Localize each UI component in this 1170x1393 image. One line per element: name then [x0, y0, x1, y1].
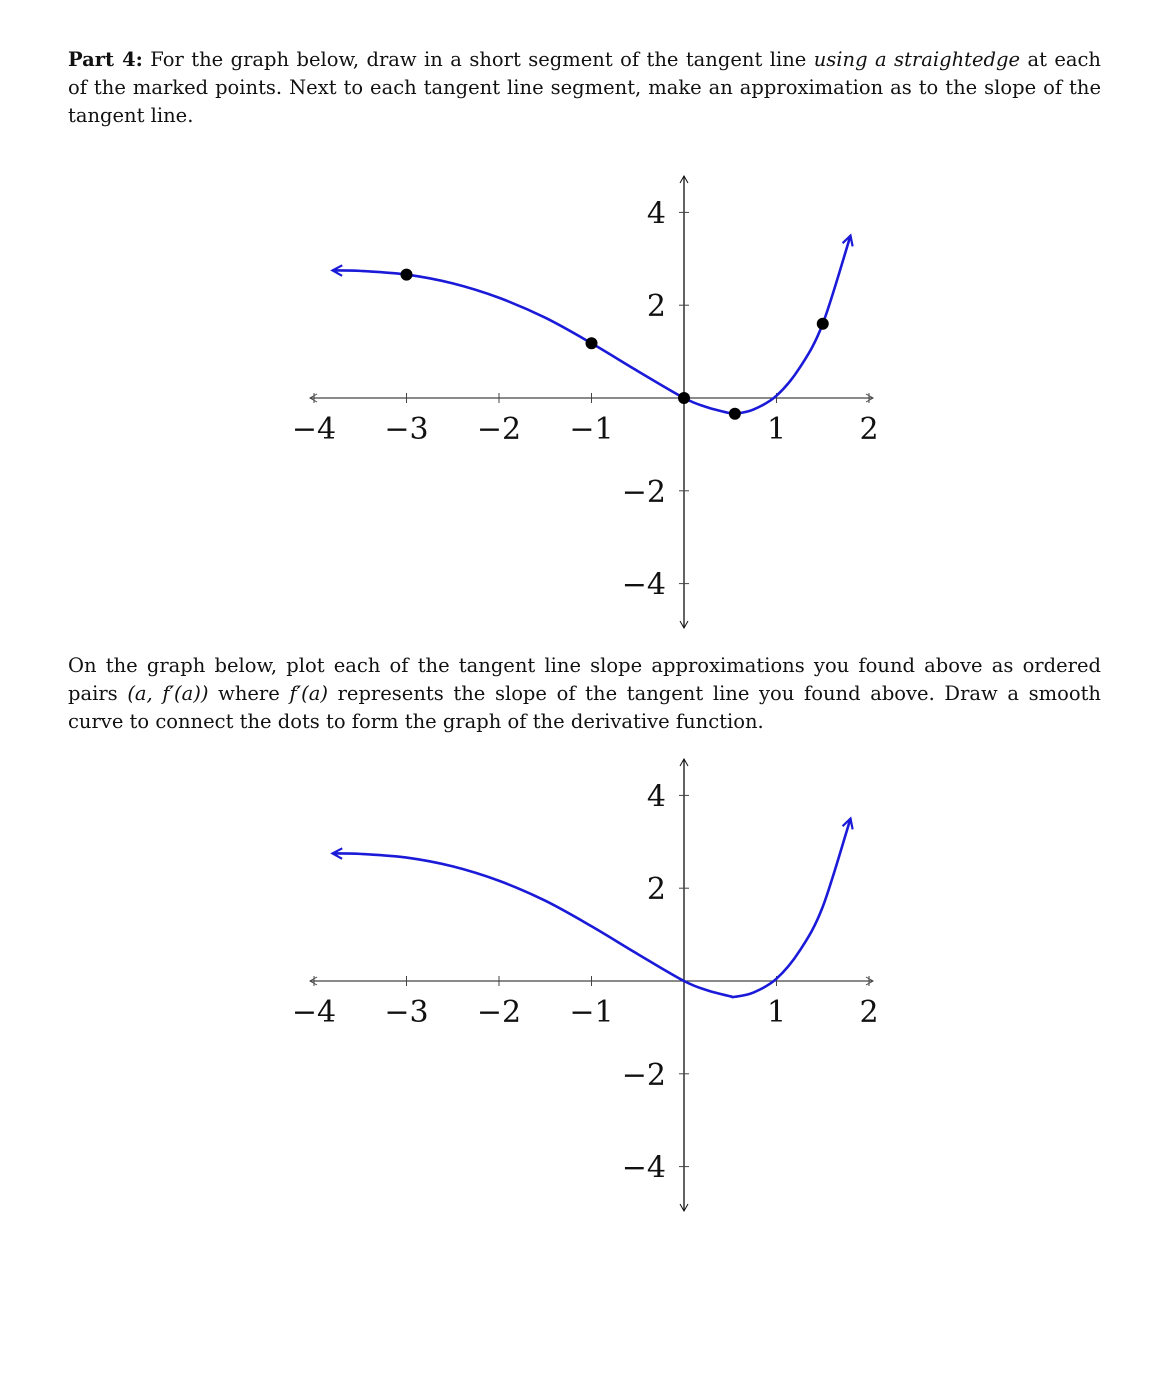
y-tick-label: −4 [621, 567, 666, 603]
marked-point [401, 269, 413, 281]
instructions2-where: where [218, 682, 280, 705]
y-tick-label: 4 [646, 779, 666, 815]
x-tick-label: −3 [384, 995, 429, 1030]
x-tick-label: −2 [476, 995, 522, 1030]
ordered-pair-notation: (a, f′(a)) [127, 682, 209, 705]
y-tick-label: −2 [621, 474, 666, 510]
x-tick-label: −1 [569, 412, 614, 447]
part4-instructions [68, 46, 1101, 130]
x-tick-label: 2 [859, 412, 879, 447]
marked-point [586, 337, 598, 349]
x-tick-label: 1 [766, 412, 787, 447]
part4-text-before: For the graph below, draw in a short segment of the tangent line [150, 48, 807, 71]
marked-point [729, 408, 741, 420]
function-graph [0, 160, 1170, 640]
y-tick-label: −4 [621, 1150, 666, 1186]
x-tick-label: −1 [569, 995, 614, 1030]
instructions2-text-start: On the graph below, plot each of the tangent line slope approximations you found above as ordered pairs [68, 654, 1101, 705]
fprime-notation: f′(a) [289, 682, 328, 705]
y-tick-label: 4 [646, 196, 666, 232]
function-curve [333, 236, 851, 415]
x-tick-label: −2 [476, 412, 522, 447]
x-tick-label: 1 [766, 995, 787, 1030]
derivative-instructions [68, 652, 1101, 736]
marked-point [817, 318, 829, 330]
x-tick-label: −4 [291, 995, 337, 1030]
x-tick-label: −3 [384, 412, 429, 447]
x-tick-label: −4 [291, 412, 337, 447]
instructions2-text-end: represents the slope of the tangent line you found above. Draw a smooth curve to connect the dots to form the graph of the derivative function. [68, 682, 1101, 733]
y-tick-label: −2 [621, 1057, 666, 1093]
function-curve [333, 819, 851, 998]
derivative-graph [0, 743, 1170, 1223]
marked-point [678, 392, 690, 404]
y-tick-label: 2 [646, 872, 666, 908]
part4-heading: Part 4: [68, 48, 143, 71]
part4-text-after: at each of the marked points. Next to each tangent line segment, make an approximation as to the slope of the tangent line. [68, 48, 1101, 127]
y-tick-label: 2 [646, 289, 666, 325]
x-tick-label: 2 [859, 995, 879, 1030]
part4-italic-text: using a straightedge [813, 48, 1021, 71]
